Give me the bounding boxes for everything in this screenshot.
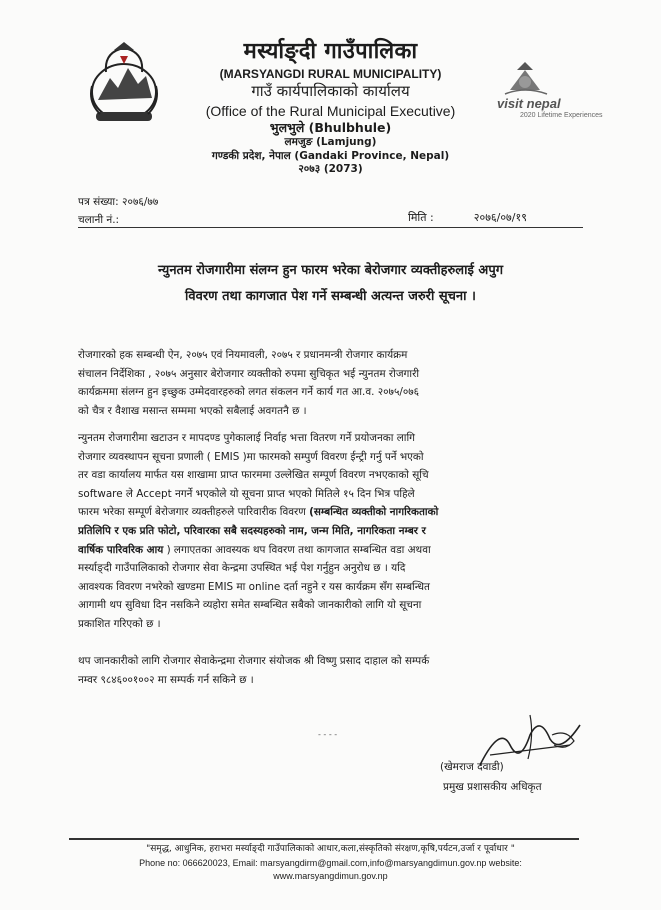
footer-website: www.marsyangdimun.gov.np bbox=[273, 871, 388, 881]
text-line: कार्यक्रममा संलग्न हुन इच्छुक उम्मेदवारहरुको लगत संकलन गर्ने कार्य गत आ.व. २०७५/०७६ bbox=[78, 386, 420, 399]
office-province: गण्डकी प्रदेश, नेपाल (Gandaki Province, Nepal) bbox=[211, 149, 450, 162]
bold-run: वार्षिक पारिवरिक आय bbox=[78, 543, 164, 556]
letterhead bbox=[0, 38, 661, 177]
dispatch-number: चलानी नं.: bbox=[78, 214, 120, 226]
text-line: न्युनतम रोजगारीमा खटाउन र मापदण्ड पुगेकालाई निर्वाह भत्ता वितरण गर्ने प्रयोजनका लागि bbox=[78, 432, 416, 444]
officer-name: (खेमराज दवाडी) bbox=[440, 761, 504, 773]
letter-number: पत्र संख्या: २०७६/७७ bbox=[78, 196, 159, 208]
paragraph-3 bbox=[78, 652, 583, 689]
text-line: तर वडा कार्यालय मार्फत यस शाखामा प्राप्त फारममा उल्लेखित सम्पूर्ण विवरण नभएकाको सूचि bbox=[78, 469, 429, 482]
text-line: software ले Accept नगर्ने भएकोले यो सूचना प्राप्त भएको मितिले १५ दिन भित्र पहिले bbox=[78, 487, 415, 500]
notice-subject bbox=[70, 258, 591, 310]
text-line: को चैत्र र वैशाख मसान्त सम्ममा भएको सबैलाई अवगतनै छ । bbox=[78, 404, 307, 417]
text-line bbox=[78, 503, 583, 522]
bold-line: प्रतिलिपि र एक प्रति फोटो, परिवारका सबै सदस्यहरुको नाम, जन्म मिति, नागरिकता नम्बर र bbox=[78, 524, 426, 537]
text-run: ) लगाएतका आवस्यक थप विवरण तथा कागजात सम्बन्धित वडा अथवा bbox=[166, 543, 431, 556]
footer-contact: Phone no: 066620023, Email: marsyangdirm@gmail.com,info@marsyangdimun.gov.np website: bbox=[139, 857, 522, 868]
established-year: २०७३ (2073) bbox=[298, 163, 363, 176]
footer bbox=[0, 843, 661, 884]
text-line bbox=[78, 541, 583, 560]
text-line: संचालन निर्देशिका , २०७५ अनुसार बेरोजगार व्यक्तीको रुपमा सुचिकृत भई न्युनतम रोजगारी bbox=[78, 367, 420, 380]
office-place: भुलभुले (Bhulbhule) bbox=[269, 119, 392, 135]
date-label: मिति : bbox=[408, 211, 434, 224]
scan-mark: - - - - bbox=[318, 730, 338, 739]
visit-nepal-text: visit nepal bbox=[497, 96, 561, 111]
text-line: नम्वर ९८४६००१००२ मा सम्पर्क गर्न सकिने छ । bbox=[78, 673, 254, 686]
text-line: थप जानकारीको लागि रोजगार सेवाकेन्द्रमा रोजगार संयोजक श्री विष्णु प्रसाद दाहाल को सम्पर्क bbox=[78, 655, 430, 667]
office-district: लमजुङ (Lamjung) bbox=[284, 136, 377, 149]
footer-slogan: "समृद्ध, आधुनिक, हराभरा मर्स्याङ्दी गाउँपालिकाको आधार,कला,संस्कृतिको संरक्षण,कृषि,पर्यटन,उर्जा र पूर्वाधार " bbox=[146, 844, 515, 854]
subject-line: विवरण तथा कागजात पेश गर्ने सम्बन्धी अत्यन्त जरुरी सूचना । bbox=[185, 289, 476, 304]
letter-date bbox=[408, 210, 527, 225]
date-value: २०७६/०७/१९ bbox=[473, 211, 527, 224]
text-line: रोजगारको हक सम्बन्धी ऐन, २०७५ एवं नियमावली, २०७५ र प्रधानमन्त्री रोजगार कार्यक्रम bbox=[78, 349, 408, 361]
text-line: प्रकाशित गरिएको छ । bbox=[78, 617, 161, 630]
office-title-en: (Office of the Rural Municipal Executive) bbox=[205, 102, 456, 119]
subject-line: न्युनतम रोजगारीमा संलग्न हुन फारम भरेका बेरोजगार व्यक्तीहरुलाई अपुग bbox=[157, 263, 504, 278]
office-title: गाउँ कार्यपालिकाको कार्यालय bbox=[251, 82, 410, 101]
text-line: रोजगार व्यवस्थापन सूचना प्रणाली ( EMIS )मा फारमको सम्पुर्ण विवरण ईन्ट्री गर्नु पर्ने भएको bbox=[78, 450, 424, 463]
officer-title: प्रमुख प्रशासकीय अधिकृत bbox=[443, 781, 542, 793]
visit-nepal-year: 2020 Lifetime Experiences bbox=[520, 112, 603, 119]
text-run: फारम भरेका सम्पूर्ण बेरोजगार व्यक्तीहरुले पारिवारीक विवरण bbox=[78, 506, 306, 519]
municipality-title-en: (MARSYANGDI RURAL MUNICIPALITY) bbox=[219, 66, 442, 81]
paragraph-1 bbox=[78, 346, 583, 420]
header-divider bbox=[78, 227, 583, 228]
footer-divider bbox=[69, 838, 579, 840]
text-line: मर्स्याङ्दी गाउँपालिकाको रोजगार सेवा केन्द्रमा उपस्थित भई पेश गर्नुहुन अनुरोध छ । यदि bbox=[78, 562, 406, 575]
paragraph-2 bbox=[78, 429, 583, 634]
text-line: आगामी थप सुविधा दिन नसकिने व्यहोरा समेत सम्बन्धित सबैको जानकारीको लागि यो सूचना bbox=[78, 599, 422, 612]
bold-run: (सम्बन्धित व्यक्तीको नागरिकताको bbox=[309, 506, 439, 519]
municipality-title: मर्स्याङ्दी गाउँपालिका bbox=[243, 39, 418, 64]
text-line: आवश्यक विवरण नभरेको खण्डमा EMIS मा online दर्ता नहुने र यस कार्यक्रम सँग सम्बन्धित bbox=[78, 580, 430, 593]
